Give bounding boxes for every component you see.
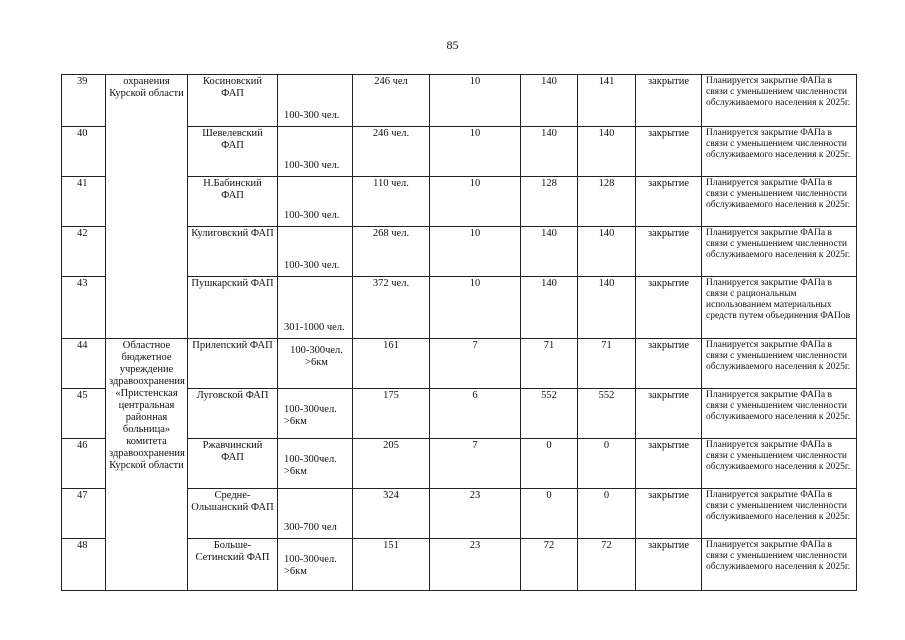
population-cell: 151 [353, 539, 430, 591]
value-cell: 552 [578, 389, 636, 439]
row-number-cell: 45 [62, 389, 106, 439]
value-cell: 10 [430, 277, 521, 339]
value-cell: 10 [430, 227, 521, 277]
population-range-cell: 100-300чел. >6км [278, 539, 353, 591]
value-cell: 0 [578, 439, 636, 489]
note-cell: Планируется закрытие ФАПа в связи с уменьшением численности обслуживаемого населения к 2025г. [702, 539, 857, 591]
value-cell: 71 [521, 339, 578, 389]
note-cell: Планируется закрытие ФАПа в связи с уменьшением численности обслуживаемого населения к 2025г. [702, 127, 857, 177]
row-number-cell: 43 [62, 277, 106, 339]
table-row [62, 75, 857, 127]
row-number-cell: 42 [62, 227, 106, 277]
note-cell: Планируется закрытие ФАПа в связи с уменьшением численности обслуживаемого населения к 2025г. [702, 439, 857, 489]
fap-name-cell: Пушкарский ФАП [188, 277, 278, 339]
organization-cell: охранения Курской области [106, 75, 188, 339]
row-number-cell: 48 [62, 539, 106, 591]
value-cell: 71 [578, 339, 636, 389]
population-range-cell: 301-1000 чел. [278, 277, 353, 339]
note-cell: Планируется закрытие ФАПа в связи с уменьшением численности обслуживаемого населения к 2025г. [702, 389, 857, 439]
value-cell: 72 [521, 539, 578, 591]
value-cell: 10 [430, 75, 521, 127]
value-cell: 140 [521, 277, 578, 339]
note-cell: Планируется закрытие ФАПа в связи с уменьшением численности обслуживаемого населения к 2025г. [702, 339, 857, 389]
action-cell: закрытие [636, 277, 702, 339]
value-cell: 140 [578, 127, 636, 177]
value-cell: 128 [521, 177, 578, 227]
action-cell: закрытие [636, 339, 702, 389]
value-cell: 140 [521, 127, 578, 177]
value-cell: 140 [578, 277, 636, 339]
fap-name-cell: Больше-Сетинский ФАП [188, 539, 278, 591]
fap-name-cell: Ржавчинский ФАП [188, 439, 278, 489]
population-range-cell: 100-300чел. >6км [278, 439, 353, 489]
fap-name-cell: Н.Бабинский ФАП [188, 177, 278, 227]
population-range-cell: 100-300 чел. [278, 75, 353, 127]
fap-name-cell: Косиновский ФАП [188, 75, 278, 127]
population-range-cell: 300-700 чел [278, 489, 353, 539]
value-cell: 7 [430, 439, 521, 489]
row-number-cell: 44 [62, 339, 106, 389]
table-row [62, 339, 857, 389]
fap-name-cell: Шевелевский ФАП [188, 127, 278, 177]
population-cell: 246 чел [353, 75, 430, 127]
value-cell: 552 [521, 389, 578, 439]
note-cell: Планируется закрытие ФАПа в связи с уменьшением численности обслуживаемого населения к 2025г. [702, 489, 857, 539]
row-number-cell: 41 [62, 177, 106, 227]
note-cell: Планируется закрытие ФАПа в связи с уменьшением численности обслуживаемого населения к 2025г. [702, 177, 857, 227]
value-cell: 7 [430, 339, 521, 389]
value-cell: 141 [578, 75, 636, 127]
action-cell: закрытие [636, 75, 702, 127]
population-cell: 205 [353, 439, 430, 489]
action-cell: закрытие [636, 227, 702, 277]
value-cell: 0 [521, 439, 578, 489]
value-cell: 23 [430, 489, 521, 539]
note-cell: Планируется закрытие ФАПа в связи с уменьшением численности обслуживаемого населения к 2025г. [702, 227, 857, 277]
fap-table [61, 74, 857, 591]
population-cell: 372 чел. [353, 277, 430, 339]
value-cell: 128 [578, 177, 636, 227]
population-cell: 161 [353, 339, 430, 389]
row-number-cell: 46 [62, 439, 106, 489]
value-cell: 140 [521, 75, 578, 127]
fap-name-cell: Луговской ФАП [188, 389, 278, 439]
row-number-cell: 47 [62, 489, 106, 539]
population-range-cell: 100-300 чел. [278, 177, 353, 227]
value-cell: 10 [430, 177, 521, 227]
note-cell: Планируется закрытие ФАПа в связи с уменьшением численности обслуживаемого населения к 2025г. [702, 75, 857, 127]
fap-name-cell: Средне-Ольшанский ФАП [188, 489, 278, 539]
action-cell: закрытие [636, 439, 702, 489]
action-cell: закрытие [636, 177, 702, 227]
population-cell: 246 чел. [353, 127, 430, 177]
value-cell: 72 [578, 539, 636, 591]
action-cell: закрытие [636, 389, 702, 439]
action-cell: закрытие [636, 489, 702, 539]
value-cell: 140 [521, 227, 578, 277]
action-cell: закрытие [636, 127, 702, 177]
note-cell: Планируется закрытие ФАПа в связи с рациональным использованием материальных средств путем объединения ФАПов [702, 277, 857, 339]
population-range-cell: 100-300чел. >6км [278, 389, 353, 439]
value-cell: 10 [430, 127, 521, 177]
row-number-cell: 39 [62, 75, 106, 127]
action-cell: закрытие [636, 539, 702, 591]
row-number-cell: 40 [62, 127, 106, 177]
population-range-cell: 100-300 чел. [278, 127, 353, 177]
fap-name-cell: Кулиговский ФАП [188, 227, 278, 277]
organization-cell: Областное бюджетное учреждение здравоохранения «Пристенская центральная районная больница» комитета здравоохранения Курской области [106, 339, 188, 591]
value-cell: 6 [430, 389, 521, 439]
population-range-cell: 100-300 чел. [278, 227, 353, 277]
population-cell: 324 [353, 489, 430, 539]
population-cell: 268 чел. [353, 227, 430, 277]
value-cell: 140 [578, 227, 636, 277]
page-number: 85 [446, 38, 459, 52]
value-cell: 23 [430, 539, 521, 591]
value-cell: 0 [578, 489, 636, 539]
population-range-cell: 100-300чел. >6км [278, 339, 353, 389]
population-cell: 175 [353, 389, 430, 439]
population-cell: 110 чел. [353, 177, 430, 227]
value-cell: 0 [521, 489, 578, 539]
fap-name-cell: Прилепский ФАП [188, 339, 278, 389]
